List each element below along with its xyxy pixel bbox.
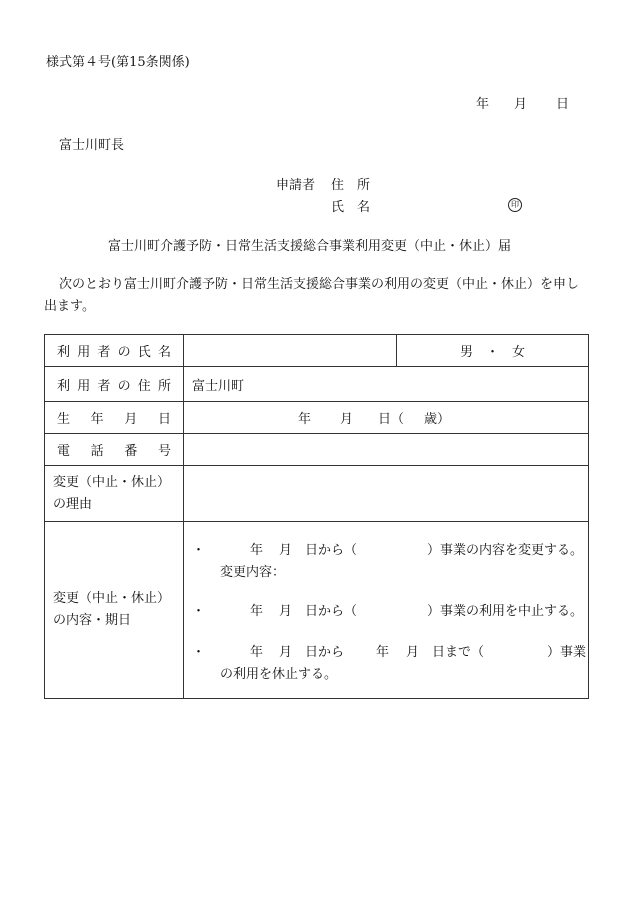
date-line (476, 93, 569, 112)
seal-mark: 印 (508, 198, 522, 212)
applicant-block (276, 174, 526, 218)
table-row (45, 402, 589, 434)
date-day: 日 (556, 97, 570, 112)
applicant-label: 申請者 (276, 178, 316, 193)
table-row (45, 522, 589, 699)
birth-age: 歳） (424, 412, 451, 427)
name-input[interactable] (184, 335, 397, 367)
date-month: 月 (514, 97, 528, 112)
address-label-cell: 利用者の住所 (45, 367, 184, 402)
applicant-name-label: 氏 名 (331, 200, 371, 215)
form-table (44, 334, 589, 699)
date-year: 年 (476, 97, 490, 112)
birth-year: 年 (298, 412, 312, 427)
stop-option[interactable]: ・ 年 月 日から（ ）事業の利用を中止する。 (192, 604, 584, 619)
phone-input[interactable] (184, 434, 589, 466)
name-label-cell: 利用者の氏名 (45, 335, 184, 367)
birth-month: 月 (340, 412, 354, 427)
applicant-address-label: 住 所 (331, 178, 371, 193)
content-cell (184, 522, 589, 699)
reason-label-cell: 変更（中止・休止） の理由 (45, 466, 184, 522)
addressee: 富士川町長 (59, 138, 125, 153)
change-option[interactable]: ・ 年 月 日から（ ）事業の内容を変更する。 変更内容： (192, 543, 584, 580)
phone-label-cell: 電話番号 (45, 434, 184, 466)
reason-input[interactable] (184, 466, 589, 522)
address-input[interactable]: 富士川町 (184, 367, 589, 402)
birth-day: 日（ (378, 412, 405, 427)
body-text: 次のとおり富士川町介護予防・日常生活支援総合事業の利用の変更（中止・休止）を申し出ます。 (44, 277, 580, 314)
table-row (45, 434, 589, 466)
birth-label-cell: 生年月日 (45, 402, 184, 434)
table-row (45, 466, 589, 522)
content-label-cell: 変更（中止・休止） の内容・期日 (45, 522, 184, 699)
table-row (45, 335, 589, 367)
birthdate-input[interactable] (184, 402, 589, 434)
document-title: 富士川町介護予防・日常生活支援総合事業利用変更（中止・休止）届 (108, 239, 512, 254)
table-row (45, 367, 589, 402)
form-number: 様式第４号(第15条関係) (46, 55, 190, 70)
pause-option[interactable]: ・ 年 月 日から 年 月 日まで（ ）事業 の利用を休止する。 (192, 645, 587, 682)
gender-select[interactable]: 男 ・ 女 (397, 335, 589, 367)
